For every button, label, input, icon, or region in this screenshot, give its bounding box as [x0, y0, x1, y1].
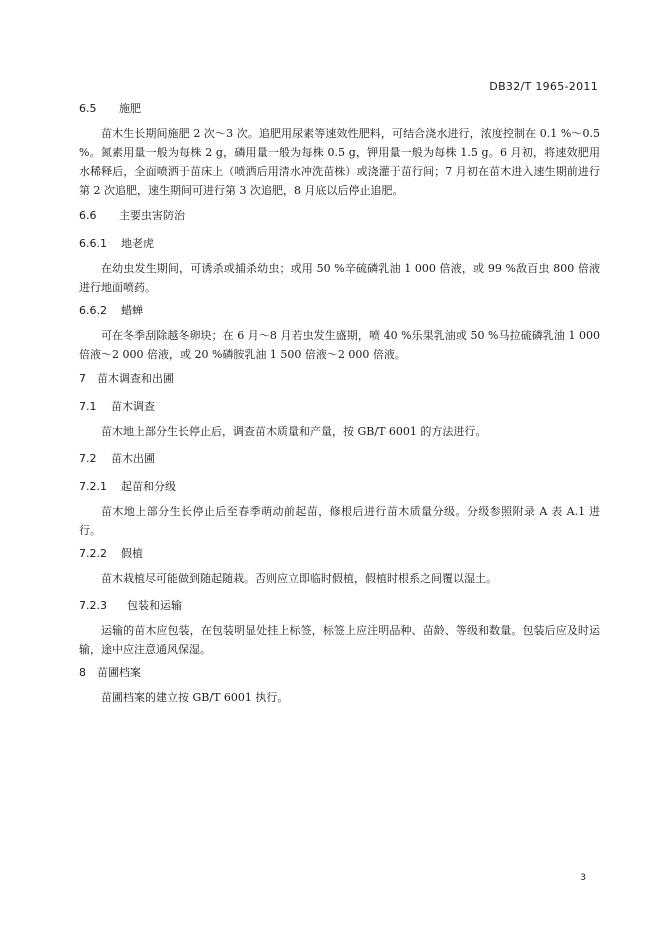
- section-number: 8: [79, 666, 86, 679]
- page-number: 3: [580, 873, 586, 883]
- section-heading-7-2-3: [79, 597, 182, 613]
- section-heading-7-1: [79, 398, 155, 414]
- paragraph-lanternfly: 可在冬季刮除越冬卵块；在 6 月～8 月若虫发生盛期，喷 40 %乐果乳油或 50 %马拉硫磷乳油 1 000 倍液～2 000 倍液，或 20 %磷胺乳油 1 500 倍液～2 000 倍液。: [79, 329, 600, 361]
- section-number: 7.1: [79, 400, 97, 413]
- section-title: 包装和运输: [127, 599, 182, 612]
- section-number: 7.2: [79, 452, 97, 465]
- section-title: 起苗和分级: [121, 480, 176, 493]
- paragraph-heeling-in: 苗木栽植尽可能做到随起随栽。否则应立即临时假植，假植时根系之间覆以湿土。: [101, 572, 497, 585]
- section-title: 施肥: [119, 102, 141, 115]
- section-heading-7-2-2: [79, 545, 143, 561]
- paragraph-nursery-records: 苗圃档案的建立按 GB/T 6001 执行。: [101, 691, 289, 704]
- section-number: 7.2.3: [79, 599, 107, 612]
- section-heading-6-5: [79, 100, 141, 116]
- paragraph-seedling-survey: 苗木地上部分生长停止后，调查苗木质量和产量，按 GB/T 6001 的方法进行。: [101, 425, 487, 438]
- section-number: 7: [79, 372, 86, 385]
- section-heading-7-2-1: [79, 478, 176, 494]
- section-title: 苗木调查: [111, 400, 155, 413]
- paragraph-cutworm: 在幼虫发生期间，可诱杀或捕杀幼虫；或用 50 %辛硫磷乳油 1 000 倍液，或 99 %敌百虫 800 倍液进行地面喷药。: [79, 262, 600, 294]
- section-heading-8: [79, 664, 141, 680]
- section-title: 蜡蝉: [121, 304, 143, 317]
- section-title: 主要虫害防治: [119, 209, 185, 222]
- section-number: 6.6.2: [79, 304, 107, 317]
- section-number: 6.5: [79, 102, 97, 115]
- section-heading-7-2: [79, 450, 155, 466]
- paragraph-lifting-grading: 苗木地上部分生长停止后至春季萌动前起苗，修根后进行苗木质量分级。分级参照附录 A 表 A.1 进行。: [79, 505, 600, 537]
- paragraph-fertilization: 苗木生长期间施肥 2 次～3 次。追肥用尿素等速效性肥料，可结合浇水进行，浓度控制在 0.1 %～0.5 %。氮素用量一般为每株 2 g，磷用量一般为每株 0.5 g，钾用量一般为每株 1.5 g。6 月初，将速效肥用水稀释后，全面喷洒于苗床上（喷洒后用清水冲洗苗株）或浇灌于苗行间；7 月初在苗木进入速生期前进行第 2 次追肥，速生期间可进行第 3 次追肥，8 月底以后停止追肥。: [79, 127, 600, 197]
- section-heading-6-6: [79, 207, 185, 223]
- section-heading-6-6-2: [79, 302, 143, 318]
- section-heading-7: [79, 370, 174, 386]
- document-number: DB32/T 1965-2011: [489, 80, 598, 93]
- section-title: 假植: [121, 547, 143, 560]
- section-number: 7.2.1: [79, 480, 107, 493]
- section-title: 苗木调查和出圃: [97, 372, 174, 385]
- section-title: 地老虎: [121, 237, 154, 250]
- section-title: 苗圃档案: [97, 666, 141, 679]
- section-number: 7.2.2: [79, 547, 107, 560]
- section-number: 6.6.1: [79, 237, 107, 250]
- section-number: 6.6: [79, 209, 97, 222]
- section-heading-6-6-1: [79, 235, 154, 251]
- paragraph-packing-transport: 运输的苗木应包装，在包装明显处挂上标签，标签上应注明品种、苗龄、等级和数量。包装后应及时运输，途中应注意通风保湿。: [79, 624, 600, 656]
- section-title: 苗木出圃: [111, 452, 155, 465]
